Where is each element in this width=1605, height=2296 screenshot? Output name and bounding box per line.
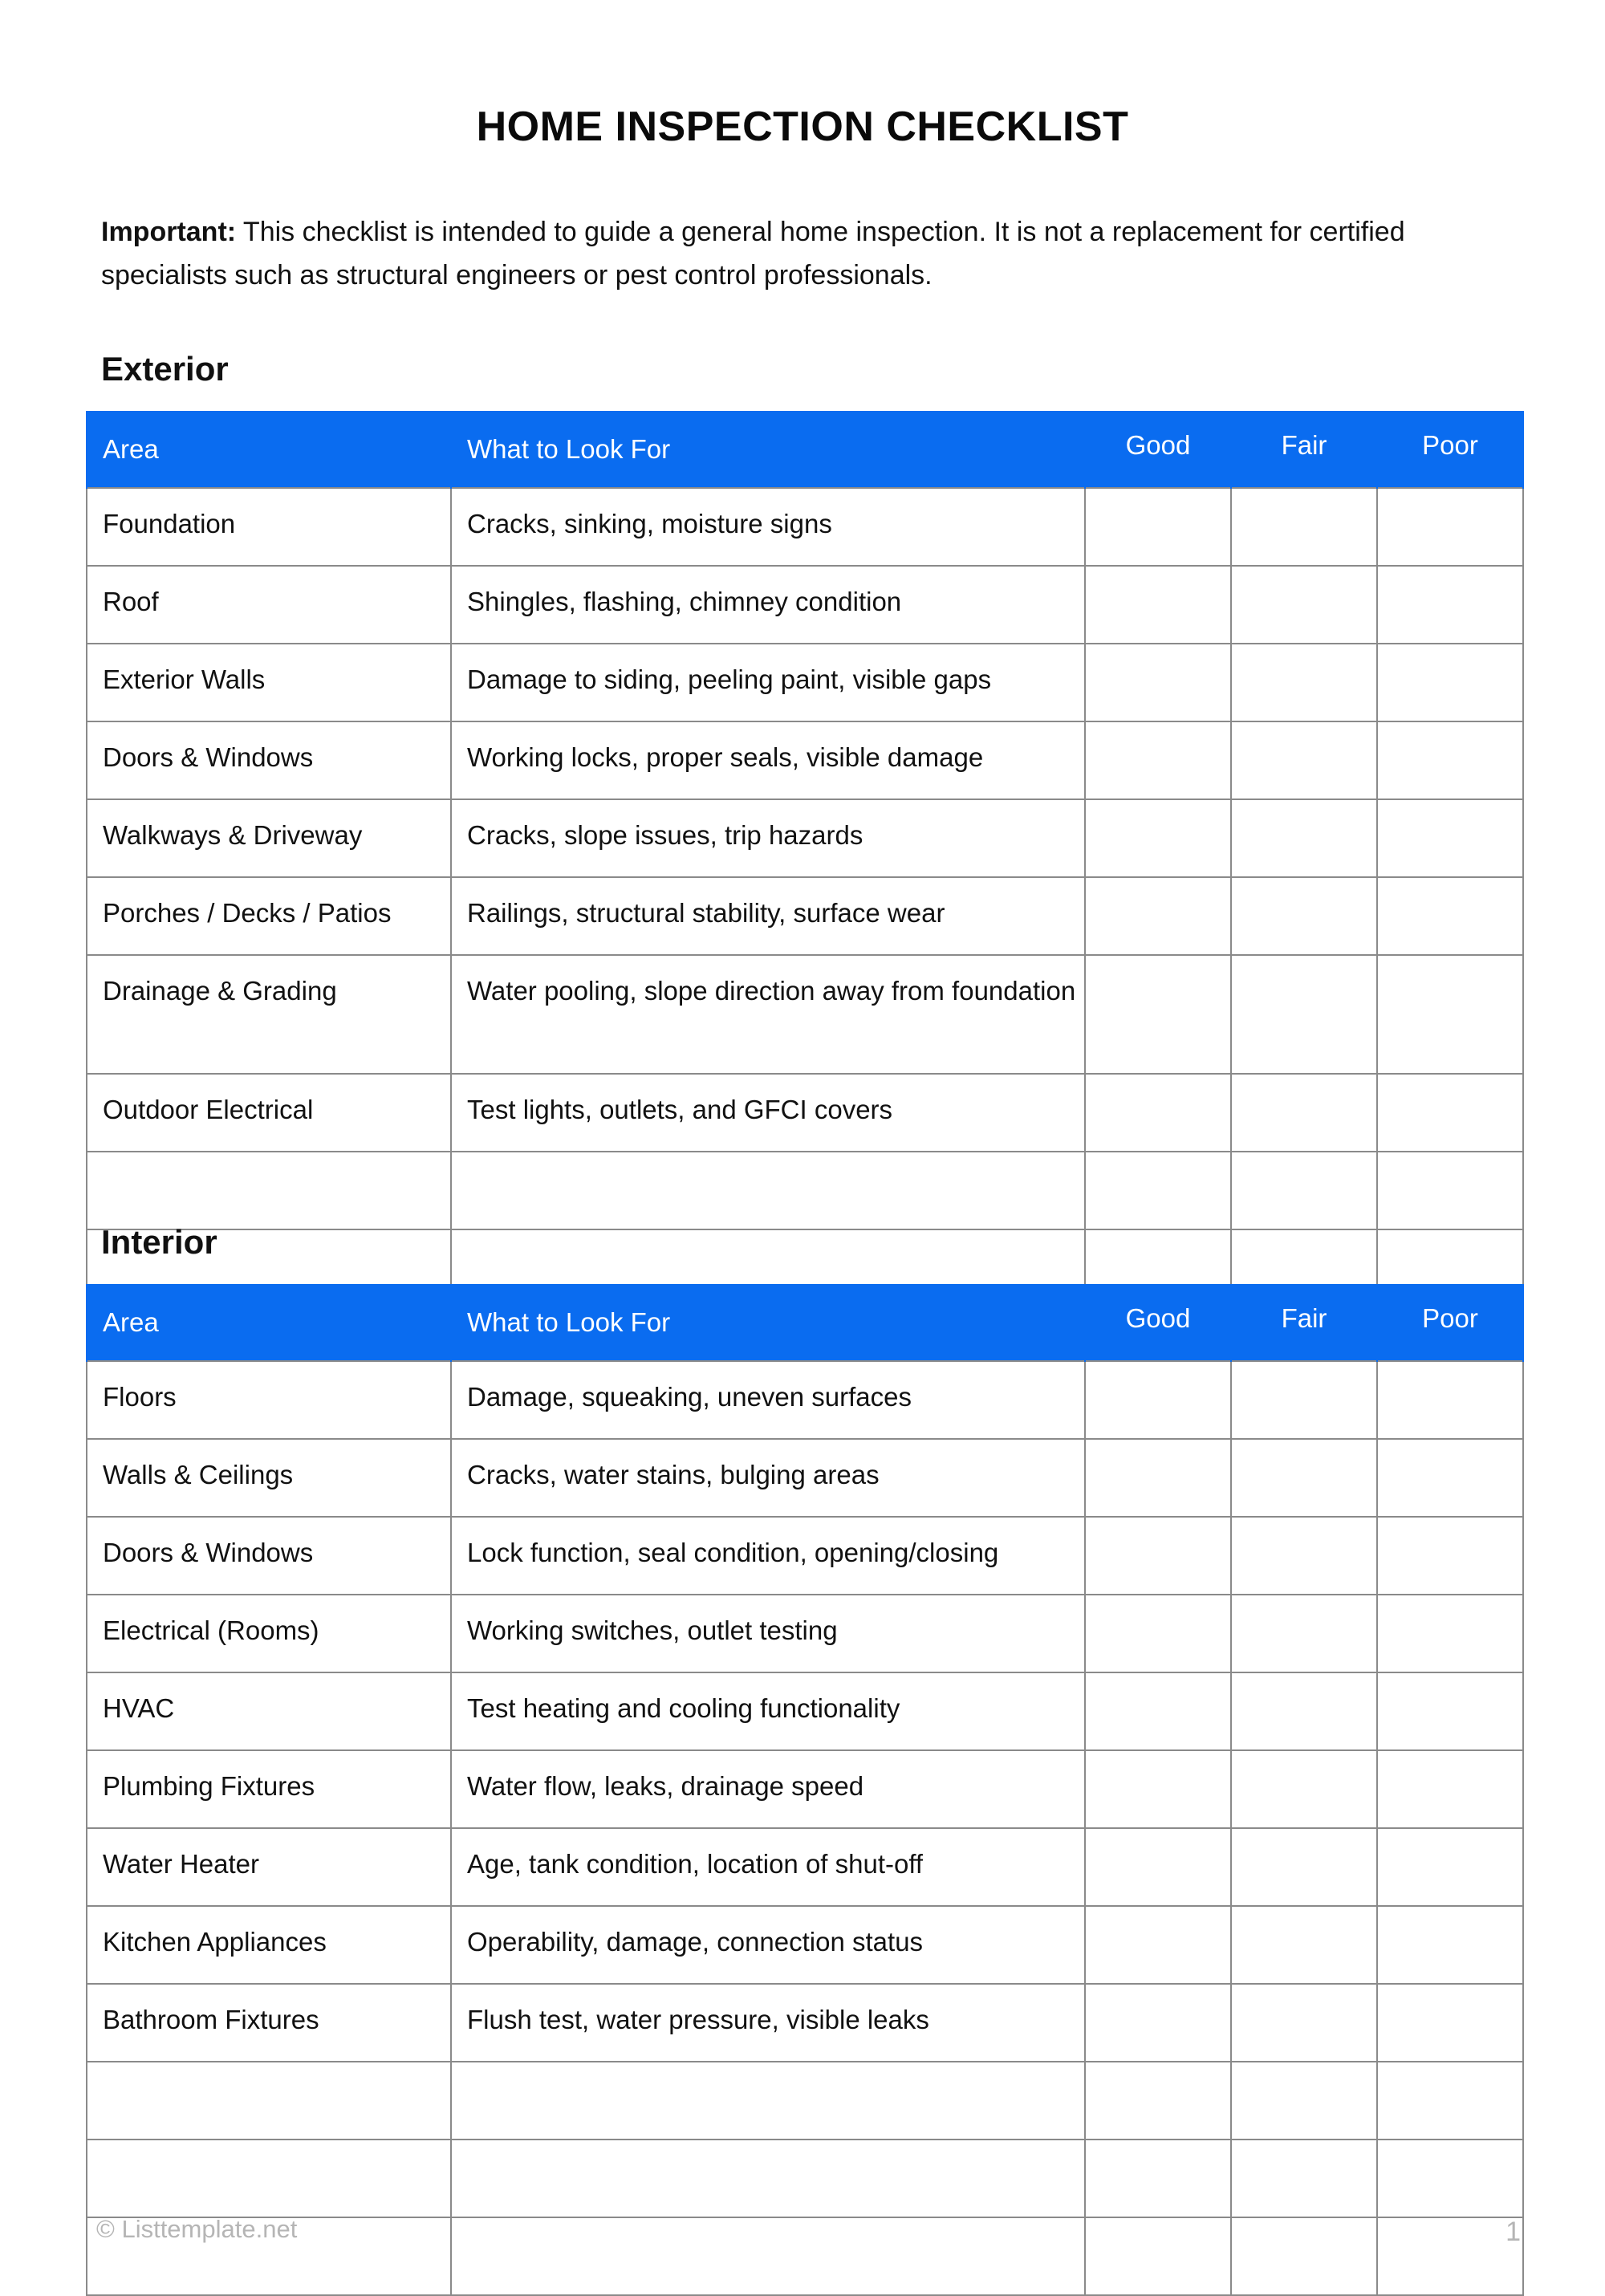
table-row [87, 644, 1523, 721]
fair-checkbox-cell[interactable] [1231, 1984, 1377, 2062]
good-checkbox-cell[interactable] [1085, 2140, 1231, 2217]
fair-checkbox-cell[interactable] [1231, 1828, 1377, 1906]
poor-checkbox-cell[interactable] [1377, 2217, 1523, 2295]
fair-checkbox-cell[interactable] [1231, 1750, 1377, 1828]
look-for-cell: Working locks, proper seals, visible damage [451, 721, 1085, 799]
fair-checkbox-cell[interactable] [1231, 877, 1377, 955]
table-row [87, 1517, 1523, 1595]
fair-checkbox-cell[interactable] [1231, 799, 1377, 877]
good-checkbox-cell[interactable] [1085, 1595, 1231, 1672]
good-checkbox-cell[interactable] [1085, 799, 1231, 877]
good-checkbox-cell[interactable] [1085, 1361, 1231, 1439]
area-cell: HVAC [87, 1672, 451, 1750]
look-for-cell: Cracks, sinking, moisture signs [451, 488, 1085, 566]
interior-header-row [87, 1284, 1523, 1361]
poor-column-header: Poor [1377, 411, 1523, 488]
table-row [87, 1828, 1523, 1906]
good-checkbox-cell[interactable] [1085, 2217, 1231, 2295]
good-column-header: Good [1085, 1284, 1231, 1361]
page-title: HOME INSPECTION CHECKLIST [476, 104, 1129, 150]
copyright-notice: © Listtemplate.net [96, 2215, 298, 2243]
poor-checkbox-cell[interactable] [1377, 1828, 1523, 1906]
good-checkbox-cell[interactable] [1085, 1152, 1231, 1229]
intro-label: Important: [101, 217, 237, 247]
intro-text: This checklist is intended to guide a general home inspection. It is not a replacement for certified specialists such as structural engineers or pest control professionals. [101, 217, 1405, 291]
look-for-cell: Working switches, outlet testing [451, 1595, 1085, 1672]
area-cell: Walls & Ceilings [87, 1439, 451, 1517]
look-for-cell: Cracks, slope issues, trip hazards [451, 799, 1085, 877]
look-for-cell[interactable] [451, 1152, 1085, 1229]
table-row [87, 1672, 1523, 1750]
look-for-column-header: What to Look For [451, 411, 1085, 488]
look-for-cell: Damage, squeaking, uneven surfaces [451, 1361, 1085, 1439]
fair-checkbox-cell[interactable] [1231, 1517, 1377, 1595]
area-cell: Walkways & Driveway [87, 799, 451, 877]
fair-checkbox-cell[interactable] [1231, 1595, 1377, 1672]
table-row [87, 799, 1523, 877]
look-for-cell: Flush test, water pressure, visible leaks [451, 1984, 1085, 2062]
poor-checkbox-cell[interactable] [1377, 1152, 1523, 1229]
fair-checkbox-cell[interactable] [1231, 1906, 1377, 1984]
fair-checkbox-cell[interactable] [1231, 721, 1377, 799]
look-for-cell: Test heating and cooling functionality [451, 1672, 1085, 1750]
look-for-cell: Damage to siding, peeling paint, visible gaps [451, 644, 1085, 721]
fair-checkbox-cell[interactable] [1231, 1672, 1377, 1750]
area-cell: Foundation [87, 488, 451, 566]
look-for-cell: Operability, damage, connection status [451, 1906, 1085, 1984]
poor-checkbox-cell[interactable] [1377, 1361, 1523, 1439]
poor-checkbox-cell[interactable] [1377, 799, 1523, 877]
poor-checkbox-cell[interactable] [1377, 566, 1523, 644]
fair-checkbox-cell[interactable] [1231, 2217, 1377, 2295]
look-for-cell: Water pooling, slope direction away from foundation [451, 955, 1085, 1074]
fair-checkbox-cell[interactable] [1231, 566, 1377, 644]
poor-checkbox-cell[interactable] [1377, 1906, 1523, 1984]
table-row [87, 721, 1523, 799]
fair-checkbox-cell[interactable] [1231, 2062, 1377, 2140]
good-checkbox-cell[interactable] [1085, 955, 1231, 1074]
fair-checkbox-cell[interactable] [1231, 1152, 1377, 1229]
good-checkbox-cell[interactable] [1085, 1828, 1231, 1906]
area-cell: Exterior Walls [87, 644, 451, 721]
table-row [87, 1152, 1523, 1229]
area-cell: Doors & Windows [87, 1517, 451, 1595]
poor-checkbox-cell[interactable] [1377, 955, 1523, 1074]
good-checkbox-cell[interactable] [1085, 721, 1231, 799]
area-cell: Doors & Windows [87, 721, 451, 799]
good-checkbox-cell[interactable] [1085, 1984, 1231, 2062]
area-cell[interactable] [87, 2062, 451, 2140]
look-for-cell: Shingles, flashing, chimney condition [451, 566, 1085, 644]
intro-note [101, 210, 1514, 297]
table-row [87, 955, 1523, 1074]
area-cell: Kitchen Appliances [87, 1906, 451, 1984]
area-column-header: Area [87, 411, 451, 488]
poor-checkbox-cell[interactable] [1377, 488, 1523, 566]
table-row [87, 1074, 1523, 1152]
exterior-table [86, 411, 1524, 1308]
good-checkbox-cell[interactable] [1085, 1517, 1231, 1595]
poor-checkbox-cell[interactable] [1377, 1074, 1523, 1152]
poor-checkbox-cell[interactable] [1377, 1984, 1523, 2062]
table-row [87, 1984, 1523, 2062]
look-for-cell: Lock function, seal condition, opening/closing [451, 1517, 1085, 1595]
poor-checkbox-cell[interactable] [1377, 1595, 1523, 1672]
fair-checkbox-cell[interactable] [1231, 644, 1377, 721]
good-column-header: Good [1085, 411, 1231, 488]
table-row [87, 1750, 1523, 1828]
area-cell[interactable] [87, 2140, 451, 2217]
poor-checkbox-cell[interactable] [1377, 2062, 1523, 2140]
good-checkbox-cell[interactable] [1085, 2062, 1231, 2140]
look-for-cell: Water flow, leaks, drainage speed [451, 1750, 1085, 1828]
table-row [87, 877, 1523, 955]
table-row [87, 2062, 1523, 2140]
fair-column-header: Fair [1231, 411, 1377, 488]
look-for-column-header: What to Look For [451, 1284, 1085, 1361]
area-column-header: Area [87, 1284, 451, 1361]
good-checkbox-cell[interactable] [1085, 1074, 1231, 1152]
area-cell[interactable] [87, 1152, 451, 1229]
area-cell: Drainage & Grading [87, 955, 451, 1074]
table-row [87, 488, 1523, 566]
fair-column-header: Fair [1231, 1284, 1377, 1361]
poor-checkbox-cell[interactable] [1377, 1439, 1523, 1517]
good-checkbox-cell[interactable] [1085, 1672, 1231, 1750]
poor-checkbox-cell[interactable] [1377, 877, 1523, 955]
table-row [87, 566, 1523, 644]
table-row [87, 2140, 1523, 2217]
poor-checkbox-cell[interactable] [1377, 721, 1523, 799]
exterior-heading: Exterior [101, 350, 229, 388]
look-for-cell[interactable] [451, 2062, 1085, 2140]
table-row [87, 1439, 1523, 1517]
area-cell: Roof [87, 566, 451, 644]
area-cell: Electrical (Rooms) [87, 1595, 451, 1672]
look-for-cell[interactable] [451, 2140, 1085, 2217]
table-row [87, 1361, 1523, 1439]
poor-checkbox-cell[interactable] [1377, 1750, 1523, 1828]
good-checkbox-cell[interactable] [1085, 1750, 1231, 1828]
look-for-cell: Railings, structural stability, surface wear [451, 877, 1085, 955]
exterior-header-row [87, 411, 1523, 488]
good-checkbox-cell[interactable] [1085, 877, 1231, 955]
table-row [87, 1906, 1523, 1984]
good-checkbox-cell[interactable] [1085, 488, 1231, 566]
table-row [87, 2217, 1523, 2295]
good-checkbox-cell[interactable] [1085, 1906, 1231, 1984]
poor-checkbox-cell[interactable] [1377, 2140, 1523, 2217]
table-row [87, 1595, 1523, 1672]
good-checkbox-cell[interactable] [1085, 566, 1231, 644]
area-cell: Plumbing Fixtures [87, 1750, 451, 1828]
area-cell: Porches / Decks / Patios [87, 877, 451, 955]
area-cell: Bathroom Fixtures [87, 1984, 451, 2062]
fair-checkbox-cell[interactable] [1231, 2140, 1377, 2217]
fair-checkbox-cell[interactable] [1231, 1074, 1377, 1152]
poor-checkbox-cell[interactable] [1377, 1517, 1523, 1595]
area-cell: Outdoor Electrical [87, 1074, 451, 1152]
fair-checkbox-cell[interactable] [1231, 955, 1377, 1074]
fair-checkbox-cell[interactable] [1231, 488, 1377, 566]
fair-checkbox-cell[interactable] [1231, 1361, 1377, 1439]
look-for-cell[interactable] [451, 2217, 1085, 2295]
area-cell: Floors [87, 1361, 451, 1439]
interior-heading: Interior [101, 1223, 217, 1261]
look-for-cell: Test lights, outlets, and GFCI covers [451, 1074, 1085, 1152]
good-checkbox-cell[interactable] [1085, 644, 1231, 721]
look-for-cell: Age, tank condition, location of shut-off [451, 1828, 1085, 1906]
look-for-cell: Cracks, water stains, bulging areas [451, 1439, 1085, 1517]
poor-column-header: Poor [1377, 1284, 1523, 1361]
area-cell: Water Heater [87, 1828, 451, 1906]
poor-checkbox-cell[interactable] [1377, 1672, 1523, 1750]
poor-checkbox-cell[interactable] [1377, 644, 1523, 721]
interior-table [86, 1284, 1524, 2296]
fair-checkbox-cell[interactable] [1231, 1439, 1377, 1517]
good-checkbox-cell[interactable] [1085, 1439, 1231, 1517]
page-number: 1 [1505, 2217, 1521, 2247]
